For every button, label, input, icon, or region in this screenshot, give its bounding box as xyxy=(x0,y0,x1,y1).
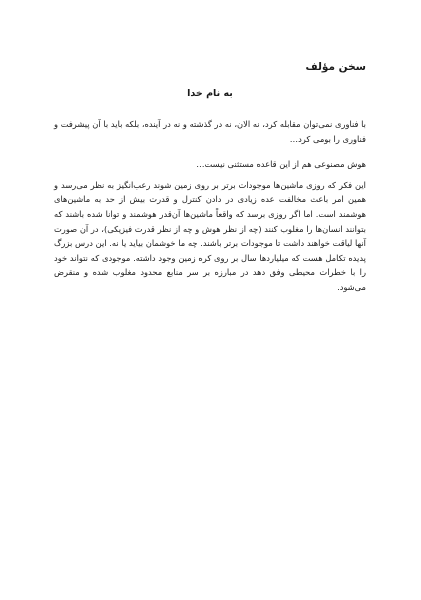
paragraph-intro: با فناوری نمی‌توان مقابله کرد، نه الان، نه در گذشته و نه در آینده، بلکه باید با آن پیشرفت و فناوری را بومی کرد… xyxy=(54,119,366,144)
basmala-heading: به نام خدا xyxy=(187,88,233,99)
page-content xyxy=(54,60,366,306)
paragraph-machines: این فکر که روزی ماشین‌ها موجودات برتر بر روی زمین شوند رعب‌انگیز به نظر می‌رسد و همین امر باعث مخالفت عده زیادی در دادن کنترل و قدرت بیش از حد به ماشین‌های هوشمند است. اما اگر روزی برسد که واقعاً ماشین‌ها آن‌قدر هوشمند و توانا شده باشند که بتوانند انسان‌ها را مغلوب کنند (چه از نظر هوش و چه از نظر قدرت فیزیکی)، در آن صورت آنها لیاقت خواهند داشت تا موجودات برتر باشند. چه ما خوشمان بیاید یا نه. این درس بزرگ پدیده تکامل هست که میلیاردها سال بر روی کره زمین وجود داشته. موجودی که نتواند خود را با خطرات محیطی وفق دهد در مبارزه بر سر منابع محدود مغلوب شده و منقرض می‌شود. xyxy=(54,179,366,292)
section-title: سخن مؤلف xyxy=(305,61,366,73)
paragraph-ai-exception: هوش مصنوعی هم از این قاعده مستثنی نیست… xyxy=(196,159,366,170)
